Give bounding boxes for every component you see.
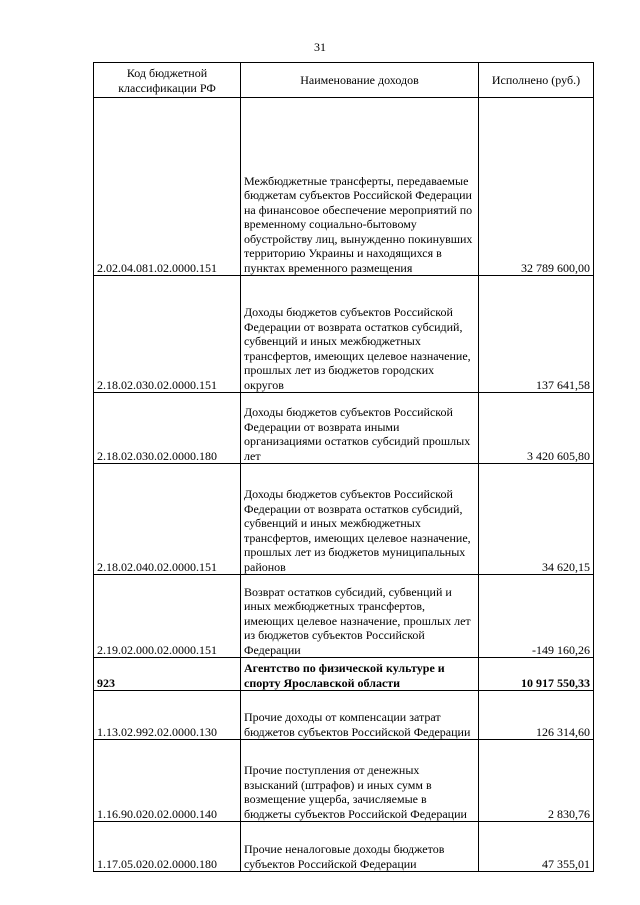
row-code: 1.13.02.992.02.0000.130 — [94, 691, 241, 740]
row-amount: 3 420 605,80 — [479, 393, 594, 464]
row-amount: 126 314,60 — [479, 691, 594, 740]
row-name: Доходы бюджетов субъектов Российской Федерации от возврата остатков субсидий, субвенций и иных межбюджетных трансфертов, имеющих целевое назначение, прошлых лет из бюджетов муниципальных районов — [241, 464, 479, 575]
row-code: 1.17.05.020.02.0000.180 — [94, 822, 241, 872]
table-header-row — [94, 63, 594, 98]
table-row — [94, 575, 594, 658]
row-code: 923 — [94, 658, 241, 691]
row-code: 2.19.02.000.02.0000.151 — [94, 575, 241, 658]
row-name: Агентство по физической культуре и спорту Ярославской области — [241, 658, 479, 691]
table-row — [94, 393, 594, 464]
row-amount: 32 789 600,00 — [479, 98, 594, 276]
table-row — [94, 658, 594, 691]
row-amount: 137 641,58 — [479, 276, 594, 393]
header-amount: Исполнено (руб.) — [479, 63, 594, 98]
row-name: Межбюджетные трансферты, передаваемые бюджетам субъектов Российской Федерации на финансовое обеспечение мероприятий по временному социально-бытовому обустройству лиц, вынужденно покинувших территорию Украины и находящихся в пунктах временного размещения — [241, 98, 479, 276]
row-code: 2.02.04.081.02.0000.151 — [94, 98, 241, 276]
row-code: 1.16.90.020.02.0000.140 — [94, 740, 241, 822]
row-name: Прочие поступления от денежных взысканий (штрафов) и иных сумм в возмещение ущерба, зачисляемые в бюджеты субъектов Российской Федерации — [241, 740, 479, 822]
row-amount: 34 620,15 — [479, 464, 594, 575]
row-name: Возврат остатков субсидий, субвенций и иных межбюджетных трансфертов, имеющих целевое назначение, прошлых лет из бюджетов субъектов Российской Федерации — [241, 575, 479, 658]
row-name: Прочие доходы от компенсации затрат бюджетов субъектов Российской Федерации — [241, 691, 479, 740]
table-row — [94, 98, 594, 276]
table-row — [94, 276, 594, 393]
table-row — [94, 464, 594, 575]
revenue-table — [93, 62, 594, 872]
header-name: Наименование доходов — [241, 63, 479, 98]
row-amount: 2 830,76 — [479, 740, 594, 822]
row-code: 2.18.02.040.02.0000.151 — [94, 464, 241, 575]
row-amount: -149 160,26 — [479, 575, 594, 658]
table-row — [94, 822, 594, 872]
row-name: Доходы бюджетов субъектов Российской Федерации от возврата иными организациями остатков субсидий прошлых лет — [241, 393, 479, 464]
row-code: 2.18.02.030.02.0000.180 — [94, 393, 241, 464]
row-amount: 10 917 550,33 — [479, 658, 594, 691]
header-code: Код бюджетной классификации РФ — [94, 63, 241, 98]
row-name: Доходы бюджетов субъектов Российской Федерации от возврата остатков субсидий, субвенций и иных межбюджетных трансфертов, имеющих целевое назначение, прошлых лет из бюджетов городских округов — [241, 276, 479, 393]
table-row — [94, 691, 594, 740]
page-number: 31 — [314, 40, 326, 54]
row-amount: 47 355,01 — [479, 822, 594, 872]
row-code: 2.18.02.030.02.0000.151 — [94, 276, 241, 393]
table-row — [94, 740, 594, 822]
row-name: Прочие неналоговые доходы бюджетов субъектов Российской Федерации — [241, 822, 479, 872]
